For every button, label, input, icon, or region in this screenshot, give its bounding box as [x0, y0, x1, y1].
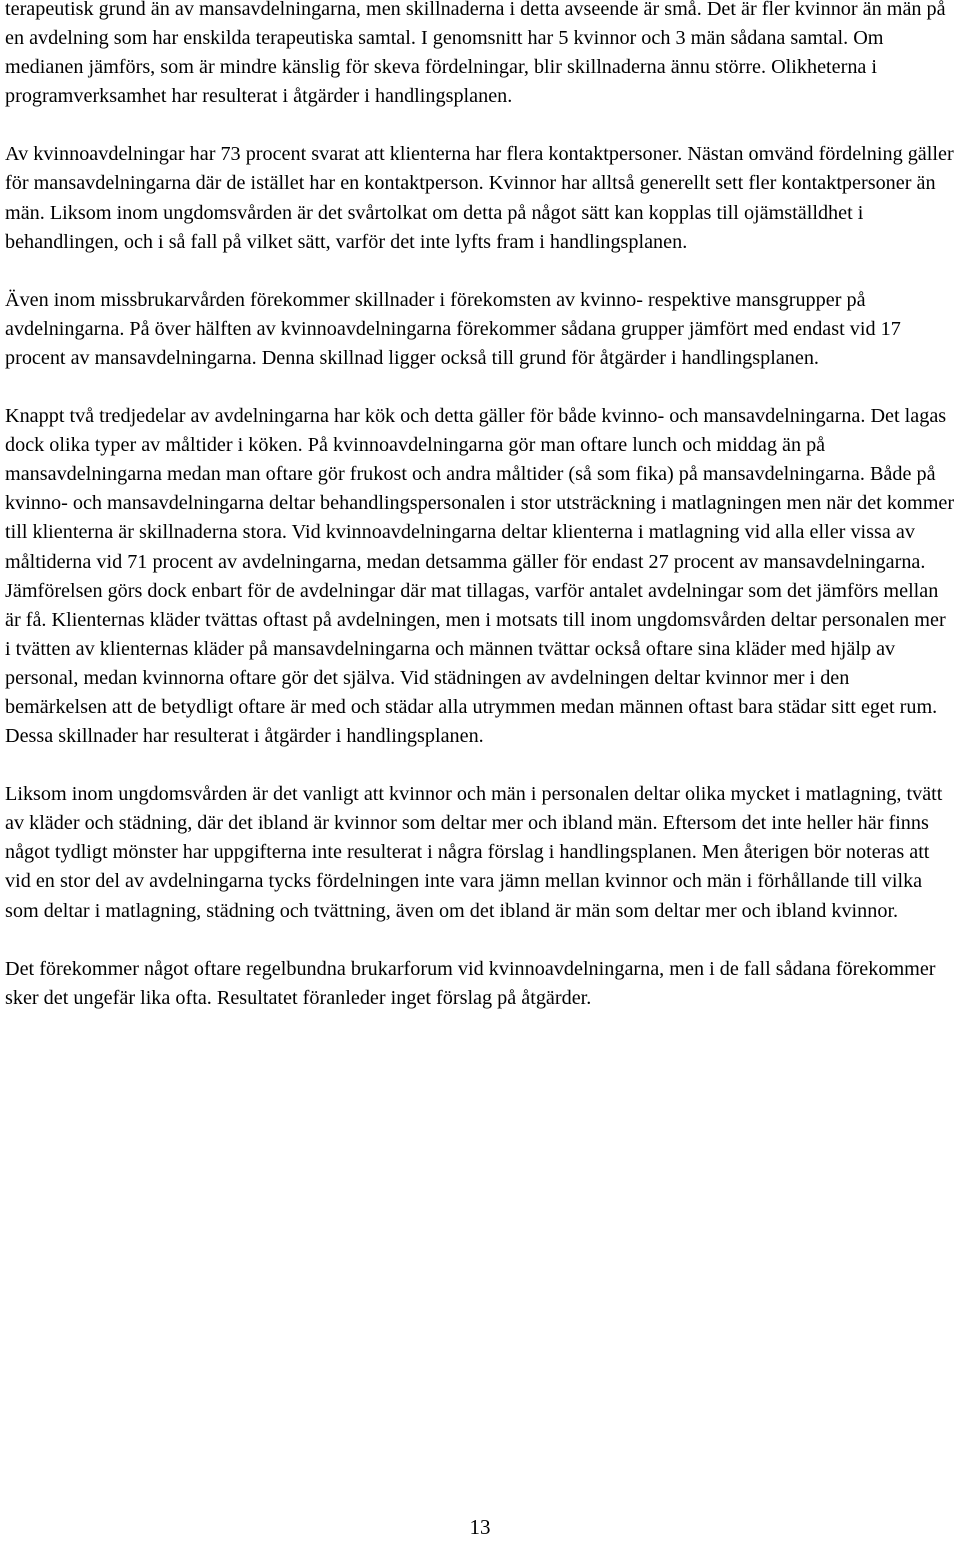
paragraph-therapy: terapeutisk grund än av mansavdelningarna, men skillnaderna i detta avseende är små. Det är fler kvinnor än män på en avdelning som har enskilda terapeutiska samtal. I genomsnitt har 5 kvinnor och 3 män sådana samtal. Om medianen jämförs, som är mindre känslig för skeva fördelningar, blir skillnaderna ännu större. Olikheterna i programverksamhet har resulterat i åtgärder i handlingsplanen.	[5, 0, 946, 108]
paragraph-user-forum: Det förekommer något oftare regelbundna brukarforum vid kvinnoavdelningarna, men i de fall sådana förekommer sker det ungefär lika ofta. Resultatet föranleder inget förslag på åtgärder.	[5, 957, 936, 1009]
paragraph-contact-persons: Av kvinnoavdelningar har 73 procent svarat att klienterna har flera kontaktpersoner. Nästan omvänd fördelning gäller för mansavdelningarna där de istället har en kontaktperson. Kvinnor har alltså generellt sett fler kontaktpersoner än män. Liksom inom ungdomsvården är det svårtolkat om detta på något sätt kan kopplas till ojämställdhet i behandlingen, och i så fall på vilket sätt, varför det inte lyfts fram i handlingsplanen.	[5, 143, 954, 253]
document-page	[5, 0, 955, 1042]
paragraph-kitchen-chores: Knappt två tredjedelar av avdelningarna har kök och detta gäller för både kvinno- och mansavdelningarna. Det lagas dock olika typer av måltider i köken. På kvinnoavdelningarna gör man oftare lunch och middag än på mansavdelningarna medan man oftare gör frukost och andra måltider (så som fika) på mansavdelningarna. Både på kvinno- och mansavdelningarna deltar behandlingspersonalen i stor utsträckning i matlagningen men när det kommer till klienterna är skillnaderna stora. Vid kvinnoavdelningarna deltar klienterna i matlagning vid alla eller vissa av måltiderna vid 71 procent av avdelningarna, medan detsamma gäller för endast 27 procent av mansavdelningarna. Jämförelsen görs dock enbart för de avdelningar där mat tillagas, varför antalet avdelningar som det jämförs mellan är få. Klienternas kläder tvättas oftast på avdelningen, men i motsats till inom ungdomsvården deltar personalen mer i tvätten av klienternas kläder på mansavdelningarna och männen tvättar också oftare sina kläder med hjälp av personal, medan kvinnorna oftare gör det själva. Vid städningen av avdelningen deltar kvinnor mer i den bemärkelsen att de betydligt oftare är med och städar alla utrymmen medan männen oftast bara städar sitt eget rum. Dessa skillnader har resulterat i åtgärder i handlingsplanen.	[5, 405, 955, 748]
paragraph-staff-participation: Liksom inom ungdomsvården är det vanligt att kvinnor och män i personalen deltar olika mycket i matlagning, tvätt av kläder och städning, där det ibland är kvinnor som deltar mer och ibland män. Eftersom det inte heller här finns något tydligt mönster har uppgifterna inte resulterat i några förslag i handlingsplanen. Men återigen bör noteras att vid en stor del av avdelningarna tycks fördelningen inte vara jämn mellan kvinnor och män i förhållande till vilka som deltar i matlagning, städning och tvättning, även om det ibland är män som deltar mer och ibland kvinnor.	[5, 783, 943, 922]
page-number: 13	[469, 1515, 491, 1539]
paragraph-gender-groups: Även inom missbrukarvården förekommer skillnader i förekomsten av kvinno- respektive mansgrupper på avdelningarna. På över hälften av kvinnoavdelningarna förekommer sådana grupper jämfört med endast vid 17 procent av mansavdelningarna. Denna skillnad ligger också till grund för åtgärder i handlingsplanen.	[5, 288, 901, 369]
